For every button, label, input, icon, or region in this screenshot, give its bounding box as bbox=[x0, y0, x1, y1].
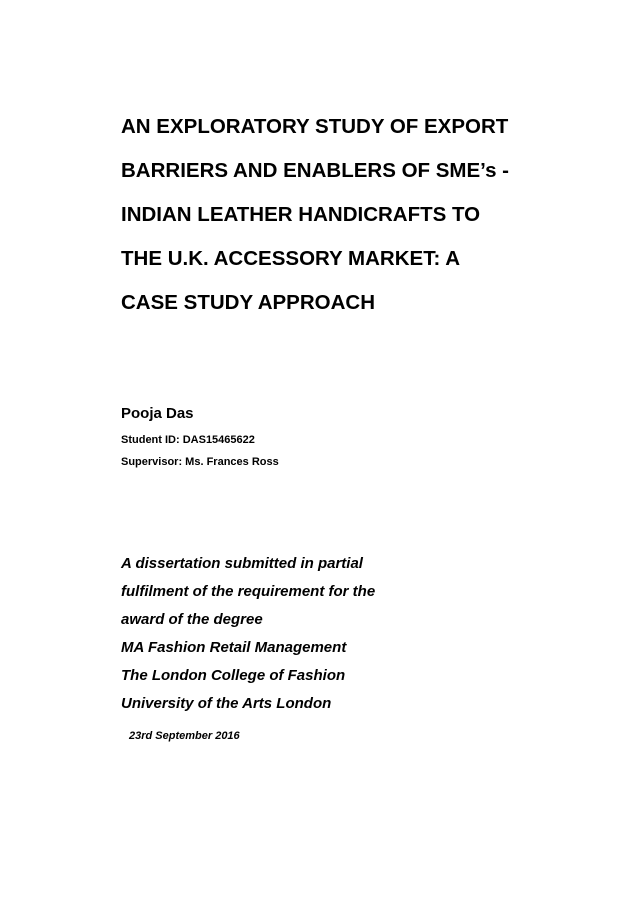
supervisor: Supervisor: Ms. Frances Ross bbox=[121, 456, 279, 468]
title-line: AN EXPLORATORY STUDY OF EXPORT bbox=[121, 115, 509, 138]
author-block bbox=[121, 405, 279, 478]
dissertation-title bbox=[121, 116, 591, 336]
statement-line: award of the degree bbox=[121, 611, 263, 628]
title-line: INDIAN LEATHER HANDICRAFTS TO bbox=[121, 203, 481, 226]
title-line: CASE STUDY APPROACH bbox=[121, 291, 376, 314]
statement-line: The London College of Fashion bbox=[121, 667, 346, 684]
title-line: BARRIERS AND ENABLERS OF SME’s - bbox=[121, 159, 510, 182]
submission-statement bbox=[121, 555, 375, 723]
statement-line: University of the Arts London bbox=[121, 695, 332, 712]
student-id: Student ID: DAS15465622 bbox=[121, 434, 255, 446]
statement-line: fulfilment of the requirement for the bbox=[121, 583, 376, 600]
title-line: THE U.K. ACCESSORY MARKET: A bbox=[121, 247, 461, 270]
statement-line: MA Fashion Retail Management bbox=[121, 639, 347, 656]
statement-line: A dissertation submitted in partial bbox=[121, 555, 363, 572]
submission-date: 23rd September 2016 bbox=[129, 730, 240, 742]
author-name: Pooja Das bbox=[121, 405, 194, 422]
